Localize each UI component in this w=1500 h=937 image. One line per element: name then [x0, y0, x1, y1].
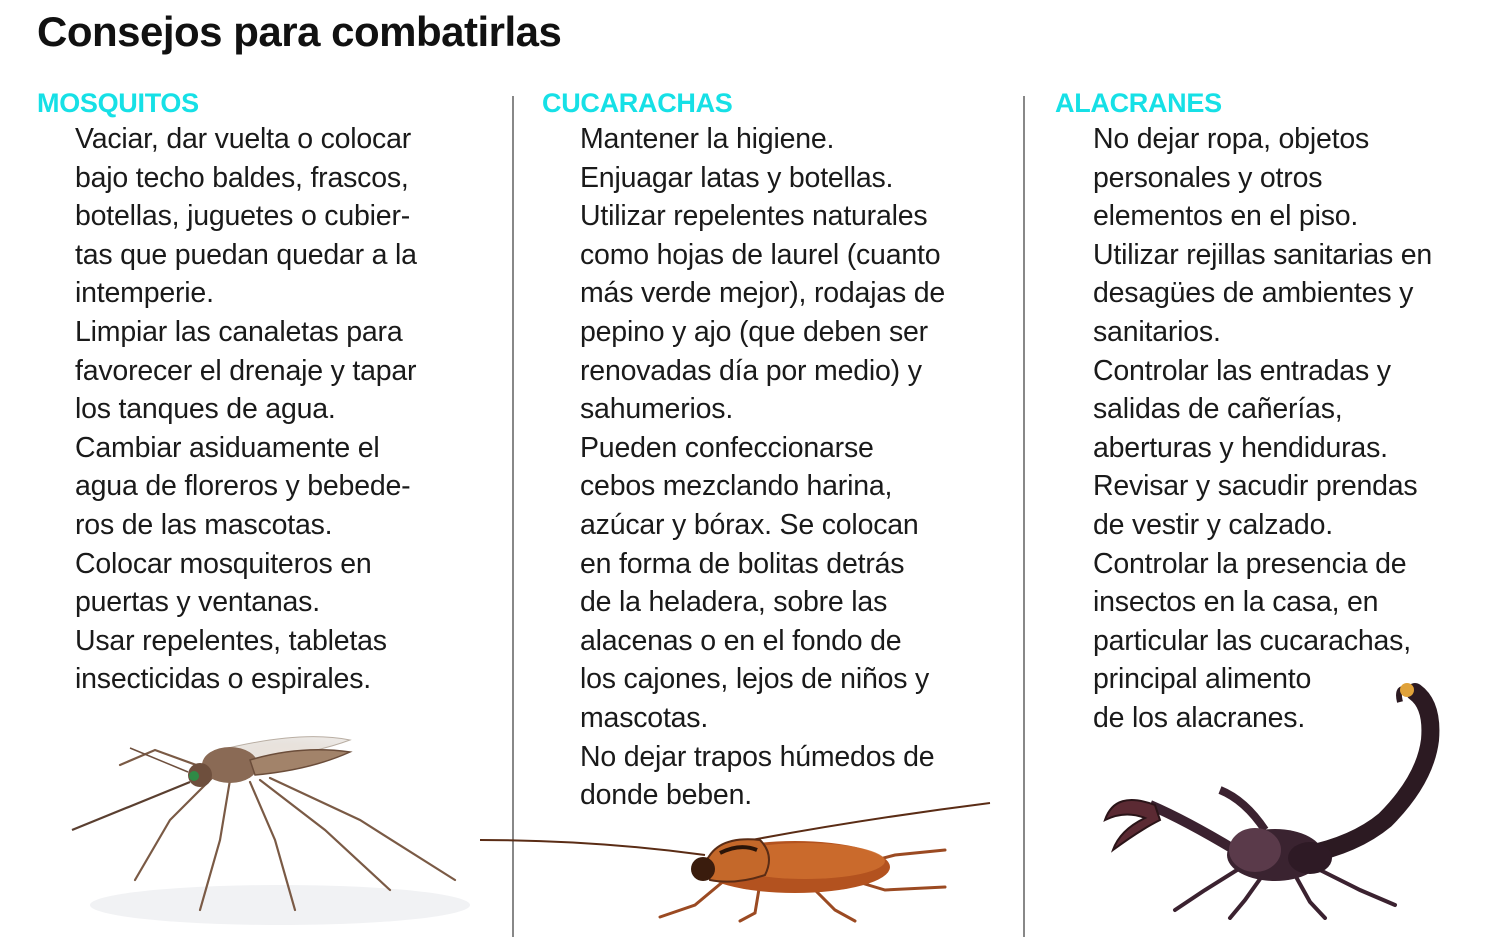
tip-line: los tanques de agua.: [75, 393, 336, 426]
tip-line: de la heladera, sobre las: [580, 586, 888, 619]
tip-line: sanitarios.: [1093, 315, 1221, 348]
tip-line: Utilizar rejillas sanitarias en: [1093, 238, 1433, 271]
tip-line: pepino y ajo (que deben ser: [580, 315, 928, 348]
tip-line: alacenas o en el fondo de: [580, 624, 902, 657]
tip-line: insecticidas o espirales.: [75, 663, 371, 696]
column-heading: CUCARACHAS: [542, 88, 733, 118]
column-heading: ALACRANES: [1055, 88, 1222, 118]
tip-line: particular las cucarachas,: [1093, 624, 1411, 657]
tip-line: Controlar la presencia de: [1093, 547, 1407, 580]
tip-line: personales y otros: [1093, 161, 1323, 194]
tips-list: [37, 120, 487, 699]
tip-line: de vestir y calzado.: [1093, 508, 1333, 541]
tip-line: Colocar mosquiteros en: [75, 547, 372, 580]
tip-line: elementos en el piso.: [1093, 200, 1359, 233]
column-mosquitos: [37, 86, 487, 699]
tip-line: mascotas.: [580, 701, 709, 734]
tip-line: Pueden confeccionarse: [580, 431, 874, 464]
tip-line: desagües de ambientes y: [1093, 277, 1414, 310]
tip-line: Revisar y sacudir prendas: [1093, 470, 1418, 503]
mosquito-illustration: [60, 710, 480, 930]
tip-line: en forma de bolitas detrás: [580, 547, 905, 580]
scorpion-illustration: [1095, 680, 1485, 920]
tip-line: salidas de cañerías,: [1093, 393, 1343, 426]
tip-line: Usar repelentes, tabletas: [75, 624, 387, 657]
tip-line: botellas, juguetes o cubier-: [75, 200, 411, 233]
tip-line: puertas y ventanas.: [75, 586, 320, 619]
tip-line: tas que puedan quedar a la: [75, 238, 417, 271]
tip-line: más verde mejor), rodajas de: [580, 277, 946, 310]
tip-line: azúcar y bórax. Se colocan: [580, 508, 919, 541]
tip-line: intemperie.: [75, 277, 214, 310]
tip-line: Controlar las entradas y: [1093, 354, 1391, 387]
tip-line: Limpiar las canaletas para: [75, 315, 403, 348]
tip-line: sahumerios.: [580, 393, 734, 426]
tip-line: aberturas y hendiduras.: [1093, 431, 1388, 464]
tip-line: como hojas de laurel (cuanto: [580, 238, 941, 271]
tip-line: agua de floreros y bebede-: [75, 470, 411, 503]
column-alacranes: [1055, 86, 1495, 738]
tip-line: insectos en la casa, en: [1093, 586, 1379, 619]
tip-line: bajo techo baldes, frascos,: [75, 161, 409, 194]
tip-line: favorecer el drenaje y tapar: [75, 354, 417, 387]
tip-line: principal alimento: [1093, 663, 1312, 696]
tip-line: donde beben.: [580, 779, 752, 812]
tip-line: cebos mezclando harina,: [580, 470, 893, 503]
tip-line: ros de las mascotas.: [75, 508, 333, 541]
column-heading: MOSQUITOS: [37, 88, 199, 118]
tip-line: No dejar ropa, objetos: [1093, 123, 1370, 155]
tip-line: los cajones, lejos de niños y: [580, 663, 930, 696]
tips-list: [1055, 120, 1495, 738]
tip-line: No dejar trapos húmedos de: [580, 740, 935, 773]
tip-line: renovadas día por medio) y: [580, 354, 922, 387]
tip-line: Vaciar, dar vuelta o colocar: [75, 123, 412, 155]
tip-line: Utilizar repelentes naturales: [580, 200, 928, 233]
tip-line: Enjuagar latas y botellas.: [580, 161, 894, 194]
tip-line: Cambiar asiduamente el: [75, 431, 380, 464]
tip-line: de los alacranes.: [1093, 701, 1306, 734]
page-title: Consejos para combatirlas: [37, 8, 562, 55]
cockroach-illustration: [475, 795, 995, 925]
tip-line: Mantener la higiene.: [580, 123, 835, 155]
column-divider: [1023, 96, 1025, 937]
column-cucarachas: [542, 86, 1012, 815]
tips-list: [542, 120, 1012, 815]
